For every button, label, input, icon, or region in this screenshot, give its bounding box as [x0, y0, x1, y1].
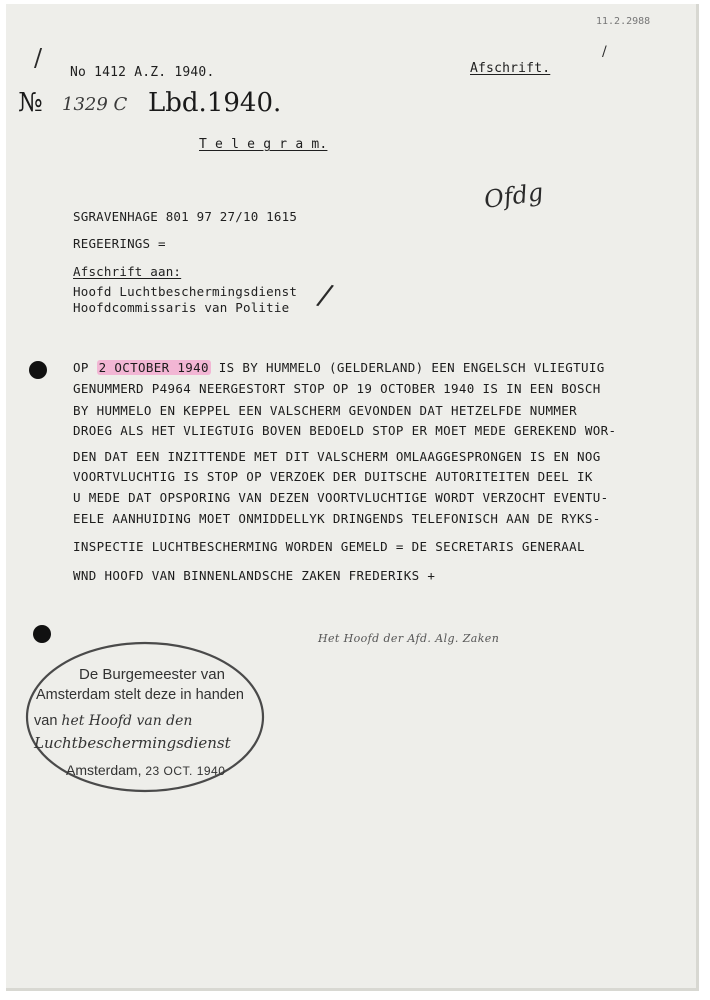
body-line: BY HUMMELO EN KEPPEL EEN VALSCHERM GEVONDEN DAT HETZELFDE NUMMER — [73, 403, 578, 418]
stamp-printed-text: Amsterdam, — [66, 762, 146, 778]
stamp-printed-text: van — [34, 713, 62, 729]
archive-reference: 11.2.2988 — [596, 16, 651, 27]
number-prefix: № — [18, 88, 43, 118]
recipient-line: Hoofdcommissaris van Politie — [73, 300, 290, 315]
stamp-date: 23 OCT. 1940 — [145, 764, 226, 778]
highlighted-date: 2 OCTOBER 1940 — [98, 360, 209, 375]
lbd-year: Lbd.1940. — [148, 88, 282, 118]
body-line: U MEDE DAT OPSPORING VAN DEZEN VOORTVLUCHTIGE WORDT VERZOCHT EVENTU- — [73, 490, 609, 505]
stamp-line — [66, 760, 225, 779]
stamp-line: Amsterdam stelt deze in handen — [36, 687, 244, 703]
stamp-line: De Burgemeester van — [79, 666, 225, 683]
copy-label: Afschrift. — [470, 61, 551, 76]
body-line: INSPECTIE LUCHTBESCHERMING WORDEN GEMELD = DE SECRETARIS GENERAAL — [73, 539, 585, 554]
margin-check-mark: / — [34, 44, 43, 72]
copy-to-label: Afschrift aan: — [73, 264, 182, 279]
body-line: WND HOOFD VAN BINNENLANDSCHE ZAKEN FREDERIKS + — [73, 568, 436, 583]
copy-tick-mark: / — [602, 44, 607, 60]
body-line: DROEG ALS HET VLIEGTUIG BOVEN BEDOELD STOP ER MOET MEDE GEREKEND WOR- — [73, 423, 617, 438]
body-line: DEN DAT EEN INZITTENDE MET DIT VALSCHERM OMLAAGGESPRONGEN IS EN NOG — [73, 449, 601, 464]
recipient-pen-slash: / — [314, 277, 336, 314]
stamp-handwriting: het Hoofd van den — [61, 713, 193, 729]
body-line: VOORTVLUCHTIG IS STOP OP VERZOEK DER DUITSCHE AUTORITEITEN DEEL IK — [73, 469, 593, 484]
body-line: GENUMMERD P4964 NEERGESTORT STOP OP 19 OCTOBER 1940 IS IN EEN BOSCH — [73, 381, 601, 396]
telegram-origin: SGRAVENHAGE 801 97 27/10 1615 — [73, 209, 298, 224]
stamp-line — [34, 710, 192, 729]
body-line: EELE AANHUIDING MOET ONMIDDELLYK DRINGENDS TELEFONISCH AAN DE RYKS- — [73, 511, 601, 526]
body-line-start: OP — [73, 360, 97, 375]
body-line — [73, 360, 605, 375]
handwritten-number: 1329 C — [62, 94, 128, 115]
body-line-rest: IS BY HUMMELO (GELDERLAND) EEN ENGELSCH VLIEGTUIG — [210, 360, 605, 375]
telegram-addressee: REGEERINGS = — [73, 236, 166, 251]
stamp-handwriting: Luchtbeschermingsdienst — [34, 734, 231, 752]
handwritten-initials: Ofdg — [482, 178, 545, 214]
file-number: No 1412 A.Z. 1940. — [70, 65, 215, 80]
recipient-line: Hoofd Luchtbeschermingsdienst — [73, 284, 298, 299]
document-type-title: T e l e g r a m. — [199, 137, 328, 152]
punch-hole — [29, 361, 47, 379]
handwritten-signature: Het Hoofd der Afd. Alg. Zaken — [318, 632, 500, 645]
